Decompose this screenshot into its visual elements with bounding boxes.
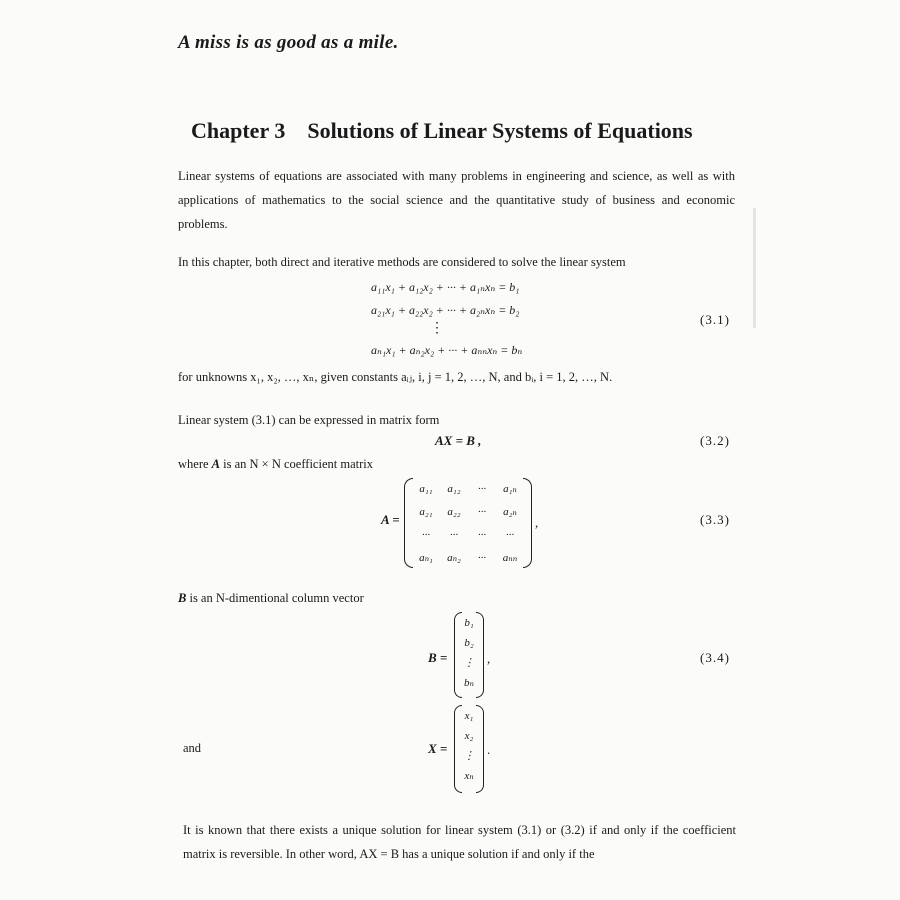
matrix-a-cell: ···: [477, 483, 487, 495]
equation-number-3-2: (3.2): [700, 433, 730, 448]
vector-x-cell: x₂: [464, 730, 474, 742]
equation-3-2: AX = B ,: [435, 433, 482, 448]
matrix-a-cell: ···: [449, 529, 459, 541]
matrix-a-cell: aₙₙ: [502, 552, 518, 564]
vector-b-cell: bₙ: [464, 677, 474, 689]
matrix-a-lhs: A =: [381, 512, 400, 527]
matrix-a-cell: a₂₁: [419, 506, 433, 518]
vector-x-cell: ⋮: [463, 750, 475, 762]
matrix-a-cell: ···: [477, 506, 487, 518]
vector-x-lhs: X =: [428, 741, 448, 756]
matrix-form-line: Linear system (3.1) can be expressed in matrix form: [178, 413, 440, 427]
vector-b-lhs: B =: [428, 650, 448, 665]
matrix-a-cell: a₁₂: [447, 483, 461, 495]
chapter-number: Chapter 3: [191, 118, 286, 143]
method-paragraph: In this chapter, both direct and iterative methods are considered to solve the linear system: [178, 255, 626, 269]
closing-paragraph: It is known that there exists a unique solution for linear system (3.1) or (3.2) if and only if the coefficient matrix is reversible. In other word, AX = B has a unique solution if and only if the: [183, 823, 736, 861]
vector-x-period: .: [487, 742, 491, 757]
epigraph: A miss is as good as a mile.: [178, 32, 399, 53]
system-row-2: a₂₁x₁ + a₂₂x₂ + ··· + a₂ₙxₙ = b₂: [371, 303, 520, 317]
matrix-a-cell: aₙ₂: [447, 552, 461, 564]
system-row-1: a₁₁x₁ + a₁₂x₂ + ··· + a₁ₙxₙ = b₁: [371, 280, 520, 294]
system-vdots: ⋮: [430, 321, 444, 336]
matrix-a-cell: a₁ₙ: [503, 483, 517, 495]
where-line: [178, 457, 373, 472]
equation-number-3-1: (3.1): [700, 312, 730, 327]
system-row-n: aₙ₁x₁ + aₙ₂x₂ + ··· + aₙₙxₙ = bₙ: [371, 343, 523, 357]
matrix-a-cell: a₂ₙ: [503, 506, 517, 518]
vector-b-cell: b₂: [464, 637, 474, 649]
vector-b-cells: [459, 615, 479, 691]
vector-x-cell: xₙ: [464, 770, 474, 782]
matrix-a-cell: aₙ₁: [419, 552, 433, 564]
equation-number-3-3: (3.3): [700, 512, 730, 527]
intro-paragraph: Linear systems of equations are associated with many problems in engineering and science, as well as with applications of mathematics to the social science and the quantitative study of business and economic problems.: [178, 169, 735, 231]
where-symbol-a: A: [211, 457, 221, 471]
where-word: where: [178, 457, 209, 471]
matrix-a-cells: [412, 482, 524, 565]
matrix-a-cell: a₁₁: [419, 483, 433, 495]
page-shadow: [753, 208, 756, 328]
matrix-a-cell: a₂₂: [447, 506, 461, 518]
matrix-a: [404, 478, 532, 568]
chapter-heading: [191, 118, 693, 144]
vector-x-cell: x₁: [464, 710, 474, 722]
and-word: and: [183, 741, 202, 755]
matrix-a-cell: ···: [477, 552, 487, 564]
chapter-title: Solutions of Linear Systems of Equations: [307, 118, 693, 143]
vector-b-cell: ⋮: [463, 657, 475, 669]
equation-number-3-4: (3.4): [700, 650, 730, 665]
where-text: is an N × N coefficient matrix: [220, 457, 373, 471]
vector-x-cells: [459, 708, 479, 784]
b-symbol: B: [178, 591, 187, 605]
matrix-a-comma: ,: [535, 515, 539, 530]
matrix-a-cell: ···: [505, 529, 515, 541]
unknowns-line: for unknowns x₁, x₂, …, xₙ, given constants aᵢⱼ, i, j = 1, 2, …, N, and bᵢ, i = 1, 2, …, N.: [178, 370, 613, 384]
b-vector-line: [178, 591, 364, 606]
right-paren: [523, 478, 532, 568]
matrix-a-cell: ···: [477, 529, 487, 541]
matrix-a-cell: ···: [421, 529, 431, 541]
vector-b-comma: ,: [487, 651, 491, 666]
vector-x: [454, 705, 484, 793]
vector-b: [454, 612, 484, 698]
vector-b-cell: b₁: [464, 617, 474, 629]
b-text: is an N-dimentional column vector: [186, 591, 364, 605]
